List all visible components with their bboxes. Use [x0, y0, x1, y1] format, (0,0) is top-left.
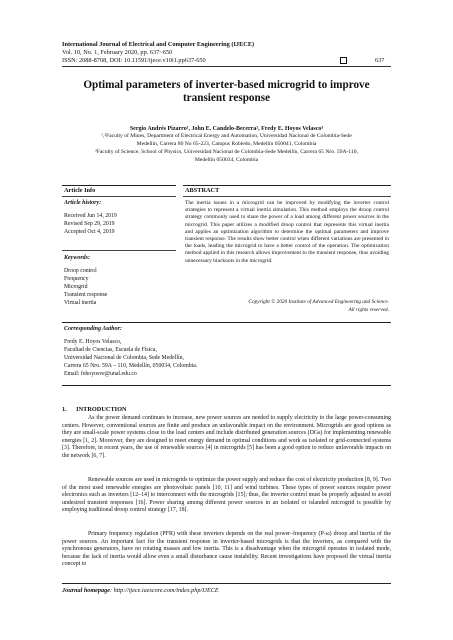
history-received: Received Jun 14, 2019	[64, 213, 117, 219]
corresponding-line: Universidad Nacional de Colombia, Sede Medellín,	[64, 355, 184, 361]
intro-paragraph-2: Renewable sources are used in microgrids to optimize the power supply and reduce the cost of electricity production [8, 9]. Two of the most used renewable energies are photovoltaic panels [10, 11] and wind turbines. These types of power sources require power electronics such as inverters [12–14] to interconnect with the microgrids [15]; thus, the inverter control must be properly adjusted to avoid undesired transient responses [16]. Power sharing among different power sources in an isolated or islanded microgrid is possible by employing traditional droop control strategy [17, 18].	[62, 477, 391, 514]
corresponding-line: Facultad de Ciencias, Escuela de Física,	[64, 347, 157, 353]
corresponding-top-rule	[62, 322, 391, 323]
history-accepted: Accepted Oct 4, 2019	[64, 229, 115, 235]
header-rule	[62, 66, 391, 67]
article-info-sub-rule	[62, 196, 176, 197]
keyword-item: Microgrid	[64, 284, 88, 290]
history-heading: Article history:	[64, 200, 102, 206]
rights-line: All rights reserved.	[348, 307, 389, 313]
paper-title-line1: Optimal parameters of inverter-based microgrid to improve	[83, 79, 370, 91]
homepage-link[interactable]: : http://ijece.iaescore.com/index.php/IJECE	[109, 587, 219, 594]
introduction-heading: 1. INTRODUCTION	[62, 406, 127, 413]
page-number: 637	[375, 57, 385, 64]
volume-line: Vol. 10, No. 1, February 2020, pp. 637~650	[62, 49, 173, 56]
corresponding-heading: Corresponding Author:	[64, 326, 122, 332]
abstract-sub-rule	[183, 196, 391, 197]
corresponding-line: Fredy E. Hoyos Velasco,	[64, 339, 122, 345]
journal-name: International Journal of Electrical and Computer Engineering (IJECE)	[62, 41, 255, 48]
abstract-text: The inertia issues in a microgrid can be improved by modifying the inverter control strategies to represent a virtual inertia simulation. This method employs the droop control strategy commonly used to share the power of a load among different power sources in the microgrid. This paper utilizes a modified droop control that represents this virtual inertia and applies an optimization algorithm to determine the optimal parameters and improve transient response. The results show better control when different variations are presented in the loads, leading the microgrid to have a better control of the operation. The optimization method applied in this research allows improvement to the transient response, thus avoiding unnecessary blackouts in the microgrid.	[185, 200, 389, 264]
issn-line: ISSN: 2088-8708, DOI: 10.11591/ijece.v10i1.pp637-650	[62, 57, 206, 64]
intro-paragraph-3: Primary frequency regulation (PFR) with these inverters depends on the real power–frequency (P-ω) droop and inertia of the power sources. An important fact for the transient response in inverter-based microgrids is that the inverters, as compared with the synchronous generators, have no rotating masses and low inertia. This is a disadvantage when the microgrid operates in isolated mode, because the lack of inertia would allow even a small disturbance cause instability. Recent investigations have proposed the virtual inertia concept to	[62, 531, 391, 568]
intro-paragraph-1: As the power demand continues to increase, new power sources are needed to supply electricity to the large power-consuming centers. However, conventional sources are finite and produce an unfavorable impact on the environment. Microgrids are good options as they are small-scale power systems close to the load centers and include distributed generation sources (DGs) for implementing renewable energies [1, 2]. Moreover, they are designed to meet energy demand in optimal conditions and work as isolated or grid-connected systems [3]. Therefore, in recent years, the use of renewable sources [4] in microgrids [5] has been a good option to reduce unfavorable impacts on the network [6, 7].	[62, 415, 391, 459]
homepage-label: Journal homepage	[62, 587, 110, 594]
history-revised: Revised Sep 29, 2019	[64, 221, 115, 227]
affiliation-line: Medellín 050034, Colombia	[194, 157, 259, 163]
paper-title-line2: transient response	[182, 92, 271, 104]
corresponding-line: Carrera 65 Nro. 59A – 110, Medellín, 050034, Colombia.	[64, 363, 198, 369]
keywords-heading: Keywords:	[64, 255, 90, 261]
keyword-item: Virtual inertia	[64, 300, 97, 306]
abstract-heading: ABSTRACT	[185, 187, 220, 194]
corresponding-email: Email: fehoyosve@unal.edu.co	[64, 371, 137, 377]
affiliation-line: Medellín, Carrera 80 No 65-223, Campus Robledo, Medellín 050041, Colombia	[136, 141, 317, 147]
keyword-item: Transient response	[64, 292, 108, 298]
abstract-top-rule	[183, 185, 391, 186]
keyword-item: Droop control	[64, 268, 97, 274]
footer-rule	[62, 583, 391, 584]
authors: Sergio Andrés Pizarro¹, John E. Candelo-Becerra², Fredy E. Hoyos Velasco³	[129, 126, 324, 132]
corresponding-bottom-rule	[62, 385, 391, 386]
article-info-top-rule	[62, 185, 176, 186]
copyright-line: Copyright © 2020 Institute of Advanced Engineering and Science.	[248, 299, 389, 305]
page-marker	[340, 57, 347, 65]
affiliation-line: ³Faculty of Science, School of Physics, Universidad Nacional de Colombia-Sede Medellín, Carrera 65 Nro. 59A-110,	[95, 149, 358, 155]
journal-homepage	[62, 587, 219, 594]
article-info-heading: Article Info	[64, 187, 96, 194]
keywords-rule	[62, 250, 176, 251]
keyword-item: Frequency	[64, 276, 89, 282]
affiliation-line: ¹,²Faculty of Mines, Department of Electrical Energy and Automation, Universidad Nacional de Colombia-Sede	[101, 133, 352, 139]
square-icon	[340, 57, 347, 64]
